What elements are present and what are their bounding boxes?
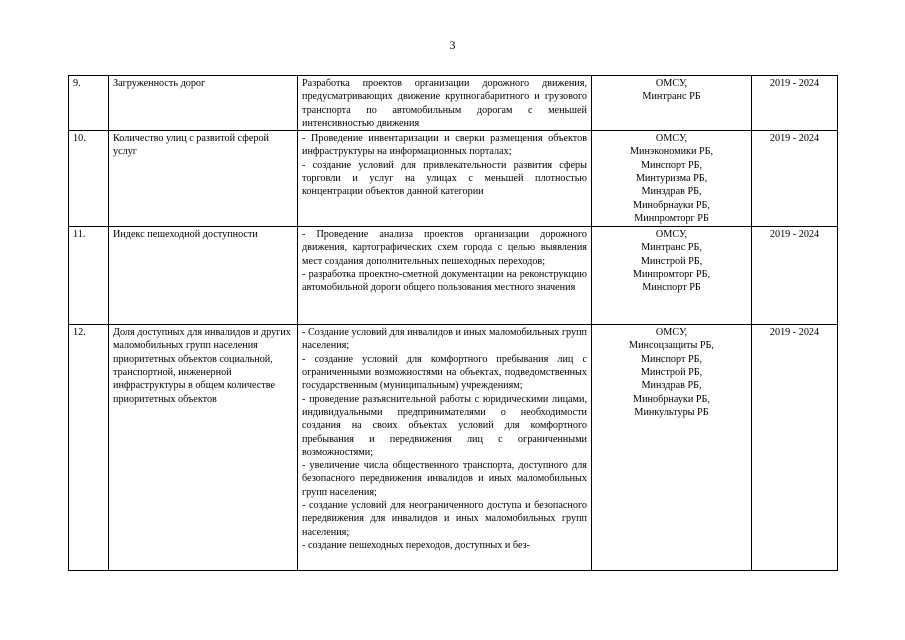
executor: Минспорт РБ,: [640, 159, 703, 171]
table-row: [69, 325, 838, 571]
measures-cell: [298, 131, 592, 227]
measure-item: - создание условий для привлекательности развития сферы торговли и услуг на улицах с меньшей плотностью концентрации объектов данной категории: [302, 159, 587, 198]
executors-cell: [592, 131, 752, 227]
row-number: 9.: [69, 76, 109, 131]
measures-table: [68, 75, 838, 571]
executor: ОМСУ,: [655, 78, 688, 89]
table-row: [69, 76, 838, 131]
executor: Минспорт РБ: [642, 282, 701, 294]
executor: Минпромторг РБ: [634, 212, 709, 224]
row-number: 11.: [69, 227, 109, 325]
executor: Минсоцзащиты РБ,: [629, 340, 714, 352]
executor: Минтранс РБ: [642, 91, 701, 103]
indicator-cell: Индекс пешеходной доступности: [109, 227, 298, 325]
executor: Минкультуры РБ: [634, 406, 709, 418]
period-cell: 2019 - 2024: [752, 325, 838, 571]
executor: Минобрнауки РБ,: [633, 199, 710, 211]
measure-item: - Проведение инвентаризации и сверки размещения объектов инфраструктуры на информационных порталах;: [302, 133, 587, 158]
executor: Минздрав РБ,: [641, 380, 702, 392]
indicator-cell: Количество улиц с развитой сферой услуг: [109, 131, 298, 227]
measure-item: - создание условий для комфортного пребывания лиц с ограниченными возможностями на объектах, подведомственных государственным (муниципальным) учреждениям;: [302, 353, 587, 392]
measure-item: - проведение разъяснительной работы с юридическими лицами, индивидуальными предпринимателями о необходимости создания на своих объектах условий для комфортного пребывания и передвижения лиц с ограниченными возможностями;: [302, 393, 587, 458]
measures-cell: [298, 325, 592, 571]
period-cell: 2019 - 2024: [752, 227, 838, 325]
measure-item: - создание условий для неограниченного доступа и безопасного передвижения для инвалидов и иных маломобильных групп населения;: [302, 500, 587, 538]
executor: Минтранс РБ,: [641, 242, 702, 254]
table-row: [69, 227, 838, 325]
executor: Минстрой РБ,: [640, 367, 703, 379]
measure-item: - разработка проектно-сметной документации на реконструкцию автомобильной дороги общего пользования местного значения: [302, 269, 587, 294]
executor: Минпромторг РБ,: [632, 269, 711, 281]
measure-item: - Создание условий для инвалидов и иных маломобильных групп населения;: [302, 327, 587, 352]
table-row: [69, 131, 838, 227]
executor: ОМСУ,: [655, 229, 688, 241]
executor: ОМСУ,: [655, 327, 688, 339]
indicator-cell: Загруженность дорог: [109, 76, 298, 131]
executors-cell: [592, 76, 752, 131]
executor: Минспорт РБ,: [640, 353, 703, 365]
executor: Минздрав РБ,: [641, 186, 702, 198]
executor: Минобрнауки РБ,: [633, 393, 710, 405]
executors-cell: [592, 227, 752, 325]
measure-item: - создание пешеходных переходов, доступных и без-: [302, 539, 531, 551]
page-number: 3: [449, 38, 456, 52]
row-number: 10.: [69, 131, 109, 227]
measure-item: - увеличение числа общественного транспорта, доступного для безопасного передвижения инвалидов и иных маломобильных групп населения;: [302, 460, 587, 498]
measures-cell: [298, 227, 592, 325]
indicator-cell: Доля доступных для инвалидов и других маломобильных групп населения приоритетных объектов социальной, транспортной, инженерной инфраструктуры в общем количестве приоритетных объектов: [109, 325, 298, 571]
executor: Минэкономики РБ,: [629, 146, 714, 158]
measure-item: - Проведение анализа проектов организации дорожного движения, картографических схем города с целью выявления мест создания дополнительных пешеходных переходов;: [302, 229, 587, 267]
row-number: 12.: [69, 325, 109, 571]
period-cell: 2019 - 2024: [752, 76, 838, 131]
executor: ОМСУ,: [655, 133, 688, 145]
executor: Минтуризма РБ,: [635, 173, 708, 185]
period-cell: 2019 - 2024: [752, 131, 838, 227]
measures-cell: Разработка проектов организации дорожного движения, предусматривающих движение крупногабаритного и грузового транспорта по автомобильным дорогам с меньшей интенсивностью движения: [298, 76, 592, 131]
executors-cell: [592, 325, 752, 571]
executor: Минстрой РБ,: [640, 255, 703, 267]
